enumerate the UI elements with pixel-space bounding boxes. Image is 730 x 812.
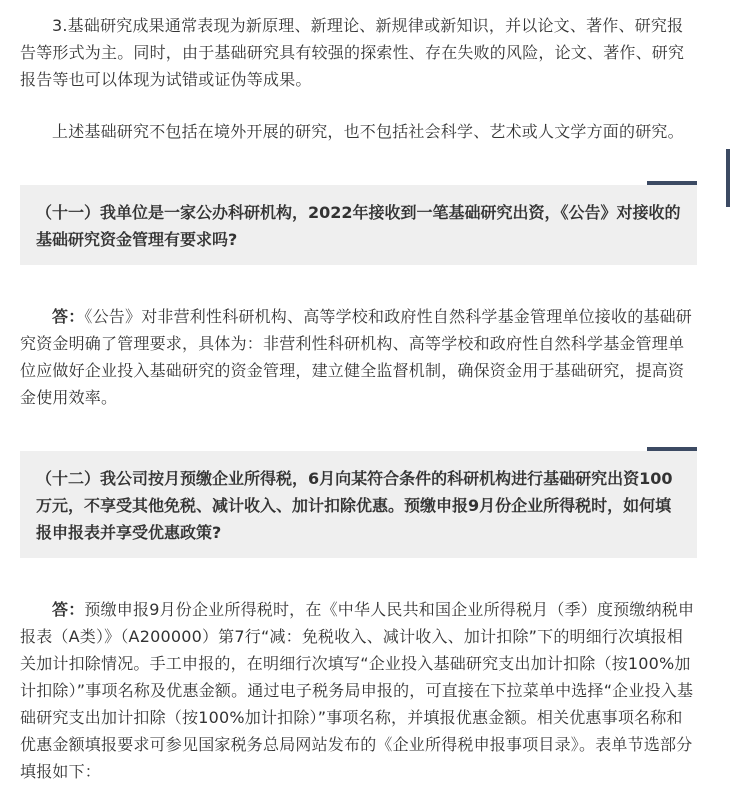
- answer-12-label: 答：: [52, 600, 85, 619]
- answer-11-label: 答：: [52, 307, 85, 326]
- paragraph-basic-research-results: 3.基础研究成果通常表现为新原理、新理论、新规律或新知识，并以论文、著作、研究报告等形式为主。同时，由于基础研究具有较强的探索性、存在失败的风险，论文、著作、研究报告等也可以体现为试错或证伪等成果。: [20, 16, 685, 89]
- question-11-box: [20, 185, 697, 265]
- question-12-box: [20, 451, 697, 558]
- article-body: [20, 0, 697, 785]
- paragraph-research-exclusion: 上述基础研究不包括在境外开展的研究，也不包括社会科学、艺术或人文学方面的研究。: [52, 122, 684, 141]
- answer-11-text: 《公告》对非营利性科研机构、高等学校和政府性自然科学基金管理单位接收的基础研究资金明确了管理要求，具体为：非营利性科研机构、高等学校和政府性自然科学基金管理单位应做好企业投入基础研究的资金管理，建立健全监督机制，确保资金用于基础研究，提高资金使用效率。: [20, 307, 693, 407]
- answer-11-paragraph: [20, 303, 697, 411]
- question-11-text: （十一）我单位是一家公办科研机构，2022年接收到一笔基础研究出资，《公告》对接收的基础研究资金管理有要求吗?: [36, 203, 681, 249]
- answer-12-text: 预缴申报9月份企业所得税时，在《中华人民共和国企业所得税月（季）度预缴纳税申报表（A类）》（A200000）第7行“减：免税收入、减计收入、加计扣除”下的明细行次填报相关加计扣除情况。手工申报的，在明细行次填写“企业投入基础研究支出加计扣除（按100%加计扣除）”事项名称及优惠金额。通过电子税务局申报的，可直接在下拉菜单中选择“企业投入基础研究支出加计扣除（按100%加计扣除）”事项名称，并填报优惠金额。相关优惠事项名称和优惠金额填报要求可参见国家税务总局网站发布的《企业所得税申报事项目录》。表单节选部分填报如下：: [20, 600, 695, 781]
- question-12-text: （十二）我公司按月预缴企业所得税，6月向某符合条件的科研机构进行基础研究出资100万元，不享受其他免税、减计收入、加计扣除优惠。预缴申报9月份企业所得税时，如何填报申报表并享受优惠政策?: [36, 469, 673, 542]
- scrollbar-edge[interactable]: [726, 149, 730, 207]
- answer-12-paragraph: [20, 596, 697, 785]
